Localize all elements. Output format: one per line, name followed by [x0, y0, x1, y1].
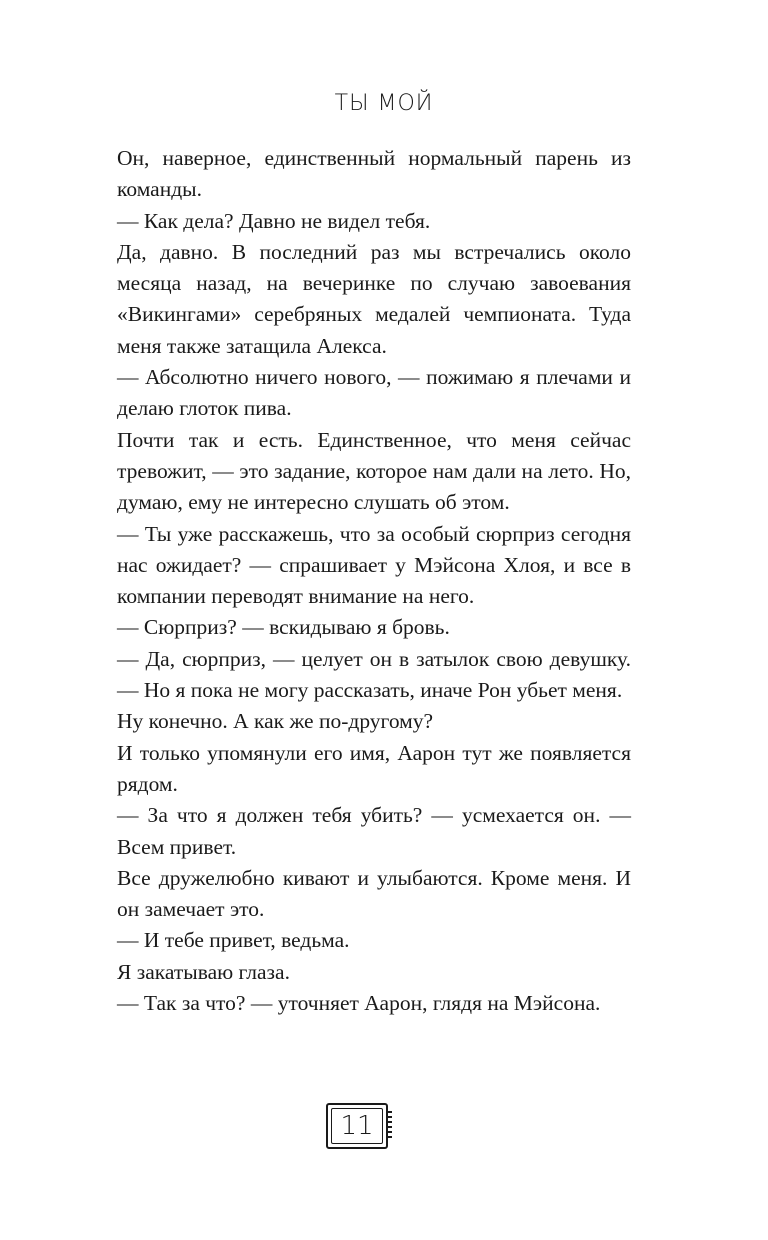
paragraph: Он, наверное, единственный нормальный парень из команды.: [117, 146, 631, 202]
page-number-frame: [326, 1103, 388, 1149]
paragraph: Все дружелюбно кивают и улыбаются. Кроме меня. И он замечает это.: [117, 865, 631, 922]
paragraph: — Ты уже расскажешь, что за особый сюрприз сегодня нас ожидает? — спрашивает у Мэйсона Хлоя, и все в компании переводят внимание на него.: [117, 521, 631, 609]
paragraph: Я закатываю глаза.: [117, 959, 290, 984]
paragraph: — Да, сюрприз, — целует он в затылок свою девушку. — Но я пока не могу рассказать, иначе Рон убьет меня.: [117, 646, 631, 703]
body-text: [117, 143, 631, 1019]
paragraph: И только упомянули его имя, Аарон тут же появляется рядом.: [117, 740, 631, 796]
paragraph: — За что я должен тебя убить? — усмехается он. — Всем привет.: [117, 803, 631, 859]
paragraph: — Сюрприз? — вскидываю я бровь.: [117, 615, 450, 640]
paragraph: Почти так и есть. Единственное, что меня сейчас тревожит, — это задание, которое нам дали на лето. Но, думаю, ему не интересно слушать об этом.: [117, 427, 631, 515]
paragraph: — И тебе привет, ведьма.: [117, 928, 350, 953]
running-head: ТЫ МОЙ: [334, 91, 434, 116]
paragraph: Ну конечно. А как же по-другому?: [117, 709, 434, 734]
paragraph: — Как дела? Давно не видел тебя.: [117, 208, 431, 233]
paragraph: — Так за что? — уточняет Аарон, глядя на Мэйсона.: [117, 991, 601, 1016]
paragraph: Да, давно. В последний раз мы встречались около месяца назад, на вечеринке по случаю завоевания «Викингами» серебряных медалей чемпионата. Туда меня также затащила Алекса.: [117, 239, 631, 358]
paragraph: — Абсолютно ничего нового, — пожимаю я плечами и делаю глоток пива.: [117, 365, 631, 421]
page-number: 11: [340, 1111, 374, 1141]
